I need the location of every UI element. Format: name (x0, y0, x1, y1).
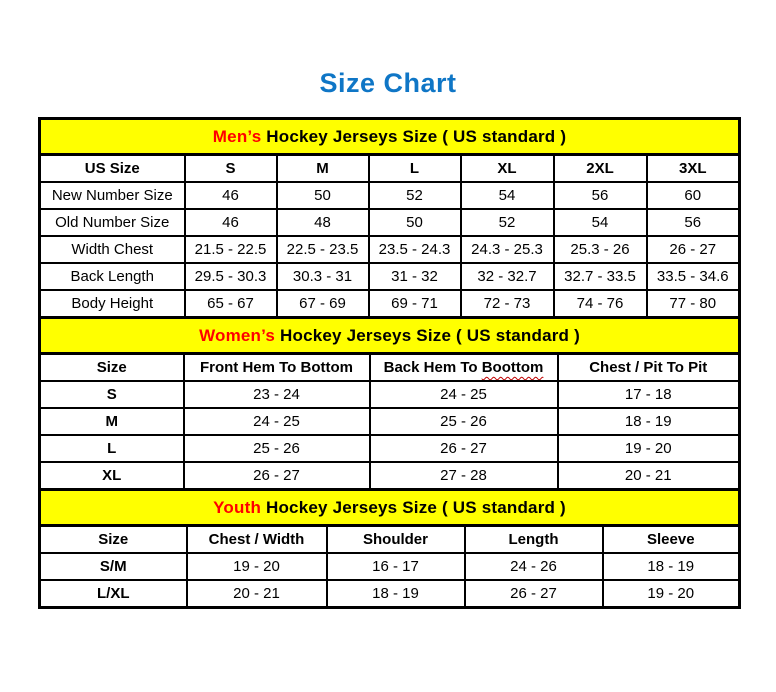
cell-value: 74 - 76 (554, 290, 647, 318)
cell-value: 24.3 - 25.3 (461, 236, 554, 263)
cell-value: 67 - 69 (277, 290, 369, 318)
table-row (40, 553, 740, 580)
column-header: XL (461, 155, 554, 183)
column-header: 3XL (647, 155, 740, 183)
cell-value: 25 - 26 (370, 408, 558, 435)
youth-title-row (40, 490, 740, 526)
column-header: M (277, 155, 369, 183)
misspelled-word: Boottom (481, 359, 544, 376)
youth-size-table (38, 488, 741, 609)
cell-value: 65 - 67 (185, 290, 277, 318)
column-header (370, 354, 558, 382)
cell-value: 56 (647, 209, 740, 236)
row-label: Body Height (40, 290, 185, 318)
cell-value: 24 - 26 (465, 553, 603, 580)
column-header: Chest / Pit To Pit (558, 354, 740, 382)
row-label: S (40, 381, 184, 408)
cell-value: 22.5 - 23.5 (277, 236, 369, 263)
cell-value: 26 - 27 (184, 462, 370, 490)
cell-value: 31 - 32 (369, 263, 461, 290)
cell-value: 56 (554, 182, 647, 209)
cell-value: 54 (461, 182, 554, 209)
cell-value: 46 (185, 209, 277, 236)
cell-value: 19 - 20 (603, 580, 740, 608)
cell-value: 30.3 - 31 (277, 263, 369, 290)
mens-size-table (38, 117, 741, 319)
column-header: S (185, 155, 277, 183)
cell-value: 29.5 - 30.3 (185, 263, 277, 290)
cell-value: 72 - 73 (461, 290, 554, 318)
column-header: 2XL (554, 155, 647, 183)
cell-value: 33.5 - 34.6 (647, 263, 740, 290)
mens-title-row (40, 119, 740, 155)
mens-header-row (40, 155, 740, 183)
cell-value: 77 - 80 (647, 290, 740, 318)
cell-value: 32.7 - 33.5 (554, 263, 647, 290)
womens-title-highlight: Women’s (199, 325, 276, 345)
cell-value: 54 (554, 209, 647, 236)
youth-title-highlight: Youth (213, 497, 262, 517)
cell-value: 52 (369, 182, 461, 209)
womens-title-rest: Hockey Jerseys Size ( US standard ) (275, 325, 580, 345)
cell-value: 27 - 28 (370, 462, 558, 490)
column-header-back-prefix: Back Hem To (383, 359, 482, 376)
column-header: Size (40, 526, 187, 554)
cell-value: 20 - 21 (558, 462, 740, 490)
column-header: US Size (40, 155, 185, 183)
table-row (40, 263, 740, 290)
row-label: S/M (40, 553, 187, 580)
cell-value: 52 (461, 209, 554, 236)
youth-header-row (40, 526, 740, 554)
row-label: L (40, 435, 184, 462)
column-header: Sleeve (603, 526, 740, 554)
column-header: L (369, 155, 461, 183)
cell-value: 26 - 27 (370, 435, 558, 462)
cell-value: 25 - 26 (184, 435, 370, 462)
size-chart-tables (38, 117, 738, 609)
column-header: Front Hem To Bottom (184, 354, 370, 382)
cell-value: 50 (369, 209, 461, 236)
cell-value: 16 - 17 (327, 553, 465, 580)
cell-value: 60 (647, 182, 740, 209)
table-row (40, 462, 740, 490)
cell-value: 19 - 20 (187, 553, 327, 580)
cell-value: 46 (185, 182, 277, 209)
row-label: XL (40, 462, 184, 490)
column-header: Chest / Width (187, 526, 327, 554)
table-row (40, 182, 740, 209)
table-row (40, 408, 740, 435)
page-title: Size Chart (319, 68, 457, 98)
column-header: Size (40, 354, 184, 382)
cell-value: 23.5 - 24.3 (369, 236, 461, 263)
mens-title-highlight: Men’s (212, 126, 262, 146)
cell-value: 24 - 25 (184, 408, 370, 435)
column-header: Length (465, 526, 603, 554)
cell-value: 18 - 19 (327, 580, 465, 608)
row-label: M (40, 408, 184, 435)
cell-value: 18 - 19 (603, 553, 740, 580)
cell-value: 26 - 27 (647, 236, 740, 263)
row-label: Width Chest (40, 236, 185, 263)
womens-table-title (40, 318, 740, 354)
youth-table-title (40, 490, 740, 526)
youth-title-rest: Hockey Jerseys Size ( US standard ) (261, 497, 566, 517)
row-label: Old Number Size (40, 209, 185, 236)
cell-value: 24 - 25 (370, 381, 558, 408)
womens-size-table (38, 316, 741, 491)
cell-value: 17 - 18 (558, 381, 740, 408)
mens-table-title (40, 119, 740, 155)
womens-title-row (40, 318, 740, 354)
mens-title-rest: Hockey Jerseys Size ( US standard ) (261, 126, 567, 146)
table-row (40, 209, 740, 236)
cell-value: 20 - 21 (187, 580, 327, 608)
row-label: Back Length (40, 263, 185, 290)
table-row (40, 236, 740, 263)
cell-value: 21.5 - 22.5 (185, 236, 277, 263)
cell-value: 50 (277, 182, 369, 209)
table-row (40, 381, 740, 408)
row-label: L/XL (40, 580, 187, 608)
cell-value: 25.3 - 26 (554, 236, 647, 263)
cell-value: 19 - 20 (558, 435, 740, 462)
table-row (40, 290, 740, 318)
womens-header-row (40, 354, 740, 382)
cell-value: 69 - 71 (369, 290, 461, 318)
cell-value: 23 - 24 (184, 381, 370, 408)
column-header: Shoulder (327, 526, 465, 554)
row-label: New Number Size (40, 182, 185, 209)
cell-value: 32 - 32.7 (461, 263, 554, 290)
cell-value: 26 - 27 (465, 580, 603, 608)
table-row (40, 435, 740, 462)
table-row (40, 580, 740, 608)
cell-value: 18 - 19 (558, 408, 740, 435)
cell-value: 48 (277, 209, 369, 236)
